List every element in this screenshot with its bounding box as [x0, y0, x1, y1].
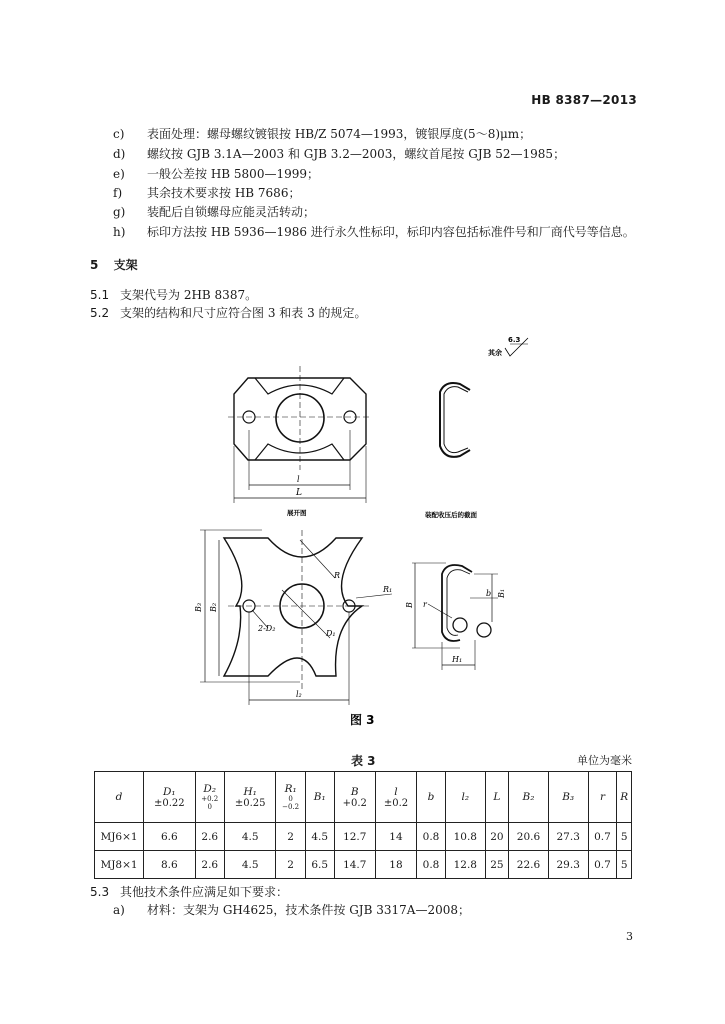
list-item-c — [113, 126, 531, 142]
table-header-cell — [224, 772, 276, 823]
table-cell: 12.8 — [445, 851, 485, 879]
table-cell: 20.6 — [509, 823, 549, 851]
table-cell: 14.7 — [334, 851, 375, 879]
dim-L: L — [296, 488, 302, 498]
header-symbol: l — [394, 785, 398, 798]
table-header-cell — [588, 772, 617, 823]
header-symbol: B — [350, 785, 359, 798]
dim-l: l — [297, 475, 300, 484]
dim-R: R — [334, 571, 341, 580]
table-header-cell — [617, 772, 632, 823]
dim-b: b — [486, 589, 492, 598]
table-cell: 27.3 — [548, 823, 588, 851]
table-cell: 25 — [485, 851, 508, 879]
list-label: f) — [113, 186, 123, 200]
paragraph-5-3 — [90, 883, 288, 900]
dim-R1: R₁ — [383, 585, 393, 594]
list-item-d — [113, 146, 565, 162]
list-label: h) — [113, 225, 126, 239]
paragraph-text: 支架的结构和尺寸应符合图 3 和表 3 的规定。 — [120, 306, 367, 320]
table-cell: 14 — [375, 823, 416, 851]
table-unit: 单位为毫米 — [577, 754, 632, 767]
standard-number: HB 8387—2013 — [531, 93, 637, 107]
roughness-symbol — [488, 336, 528, 357]
list-text: 表面处理：螺母螺纹镀银按 HB/Z 5074—1993，镀银厚度(5～8)μm； — [147, 127, 532, 141]
table-cell: 12.7 — [334, 823, 375, 851]
table-cell: 6.5 — [305, 851, 334, 879]
table-cell: MJ8×1 — [95, 851, 144, 879]
table-cell: 6.6 — [144, 823, 196, 851]
table-cell: 5 — [617, 823, 632, 851]
table-cell: 10.8 — [445, 823, 485, 851]
table-header-cell — [276, 772, 305, 823]
list-label: d) — [113, 147, 126, 161]
table-cell: 2 — [276, 823, 305, 851]
figure-caption: 图 3 — [350, 713, 375, 727]
table-cell: 0.7 — [588, 823, 617, 851]
paragraph-number: 5.1 — [90, 288, 110, 302]
table-header-cell — [445, 772, 485, 823]
table-header-cell — [509, 772, 549, 823]
section-title: 支架 — [113, 258, 138, 272]
section-number: 5 — [90, 258, 99, 272]
table-cell: 22.6 — [509, 851, 549, 879]
table-cell: MJ6×1 — [95, 823, 144, 851]
list-label: c) — [113, 127, 125, 141]
dim-H1: H₁ — [452, 655, 463, 664]
label-unfolded: 展开图 — [287, 509, 307, 517]
paragraph-number: 5.3 — [90, 885, 110, 899]
figure-3-drawing — [0, 330, 725, 730]
table-header-cell — [375, 772, 416, 823]
list-text: 一般公差按 HB 5800—1999； — [147, 167, 319, 181]
section-heading — [90, 256, 138, 273]
list-text: 装配后自锁螺母应能灵活转动； — [147, 205, 316, 219]
table-cell: 5 — [617, 851, 632, 879]
label-section: 装配收压后的截面 — [425, 511, 477, 519]
table-cell: 4.5 — [305, 823, 334, 851]
table-row — [95, 823, 632, 851]
paragraph-number: 5.2 — [90, 306, 110, 320]
dim-r: r — [423, 600, 427, 609]
header-tolerance: +0.2 — [201, 795, 219, 803]
roughness-prefix: 其余 — [488, 349, 502, 357]
table-cell: 20 — [485, 823, 508, 851]
table-cell: 0.7 — [588, 851, 617, 879]
list-item-a — [113, 902, 470, 918]
table-cell: 4.5 — [224, 823, 276, 851]
list-item-e — [113, 166, 319, 182]
header-symbol: R₁ — [284, 783, 297, 795]
paragraph-5-2 — [90, 304, 367, 321]
list-text: 标印方法按 HB 5936—1986 进行永久性标印，标印内容包括标准件号和厂商代号等信息。 — [147, 225, 635, 239]
list-item-f — [113, 185, 300, 201]
header-symbol: D₁ — [162, 785, 176, 798]
page-number: 3 — [626, 930, 633, 943]
assembled-section — [412, 563, 498, 670]
header-symbol: L — [493, 791, 501, 803]
header-tolerance: ±0.22 — [153, 797, 185, 809]
paragraph-text: 支架代号为 2HB 8387。 — [120, 288, 258, 302]
header-symbol: d — [115, 791, 123, 803]
list-text: 其余技术要求按 HB 7686； — [147, 186, 301, 200]
dim-2D2: 2-D₂ — [258, 624, 276, 633]
roughness-value: 6.3 — [508, 336, 521, 344]
table-header-cell — [144, 772, 196, 823]
table-header-cell — [417, 772, 446, 823]
table-cell: 0.8 — [417, 851, 446, 879]
dim-D1: D₁ — [326, 629, 336, 638]
table-header-cell — [485, 772, 508, 823]
header-symbol: H₁ — [243, 785, 257, 798]
header-symbol: R — [620, 791, 629, 803]
paragraph-text: 其他技术条件应满足如下要求： — [120, 885, 289, 899]
dim-B2: B₂ — [209, 602, 218, 612]
table-cell: 8.6 — [144, 851, 196, 879]
top-view — [228, 366, 372, 503]
list-text: 材料：支架为 GH4625，技术条件按 GJB 3317A—2008； — [147, 903, 470, 917]
header-tolerance: +0.2 — [342, 797, 367, 809]
header-tolerance: ±0.25 — [234, 797, 266, 809]
header-symbol: D₂ — [203, 783, 217, 795]
header-tolerance: −0.2 — [282, 803, 300, 811]
header-tolerance: ±0.2 — [383, 797, 409, 809]
header-symbol: B₁ — [313, 791, 326, 803]
table-cell: 2.6 — [195, 823, 224, 851]
header-symbol: B₂ — [522, 791, 535, 803]
side-view-top — [440, 383, 470, 457]
list-label: e) — [113, 167, 125, 181]
header-symbol: B₃ — [562, 791, 575, 803]
table-header-cell — [548, 772, 588, 823]
table-cell: 4.5 — [224, 851, 276, 879]
table-header-cell — [195, 772, 224, 823]
table-cell: 18 — [375, 851, 416, 879]
table-header-cell — [95, 772, 144, 823]
header-symbol: b — [427, 791, 435, 803]
dim-l2: l₂ — [296, 690, 302, 699]
table-cell: 2 — [276, 851, 305, 879]
table-cell: 2.6 — [195, 851, 224, 879]
header-symbol: l₂ — [461, 791, 470, 803]
paragraph-5-1 — [90, 286, 257, 303]
table-header-cell — [334, 772, 375, 823]
table-row — [95, 851, 632, 879]
list-label: a) — [113, 903, 125, 917]
header-tolerance: 0 — [207, 803, 212, 811]
list-item-h — [113, 224, 635, 240]
header-tolerance: 0 — [288, 795, 293, 803]
unfolded-view — [200, 530, 392, 705]
dim-B1: B₁ — [497, 588, 506, 598]
table-title: 表 3 — [351, 754, 376, 768]
table-header-cell — [305, 772, 334, 823]
table-header-row — [95, 772, 632, 823]
header-symbol: r — [599, 791, 605, 803]
dim-B3: B₃ — [194, 602, 203, 612]
spec-table — [94, 771, 632, 879]
table-cell: 29.3 — [548, 851, 588, 879]
list-label: g) — [113, 205, 126, 219]
list-text: 螺纹按 GJB 3.1A—2003 和 GJB 3.2—2003，螺纹首尾按 GJB 52—1985； — [147, 147, 566, 161]
table-cell: 0.8 — [417, 823, 446, 851]
dim-B: B — [405, 602, 414, 608]
list-item-g — [113, 204, 315, 220]
